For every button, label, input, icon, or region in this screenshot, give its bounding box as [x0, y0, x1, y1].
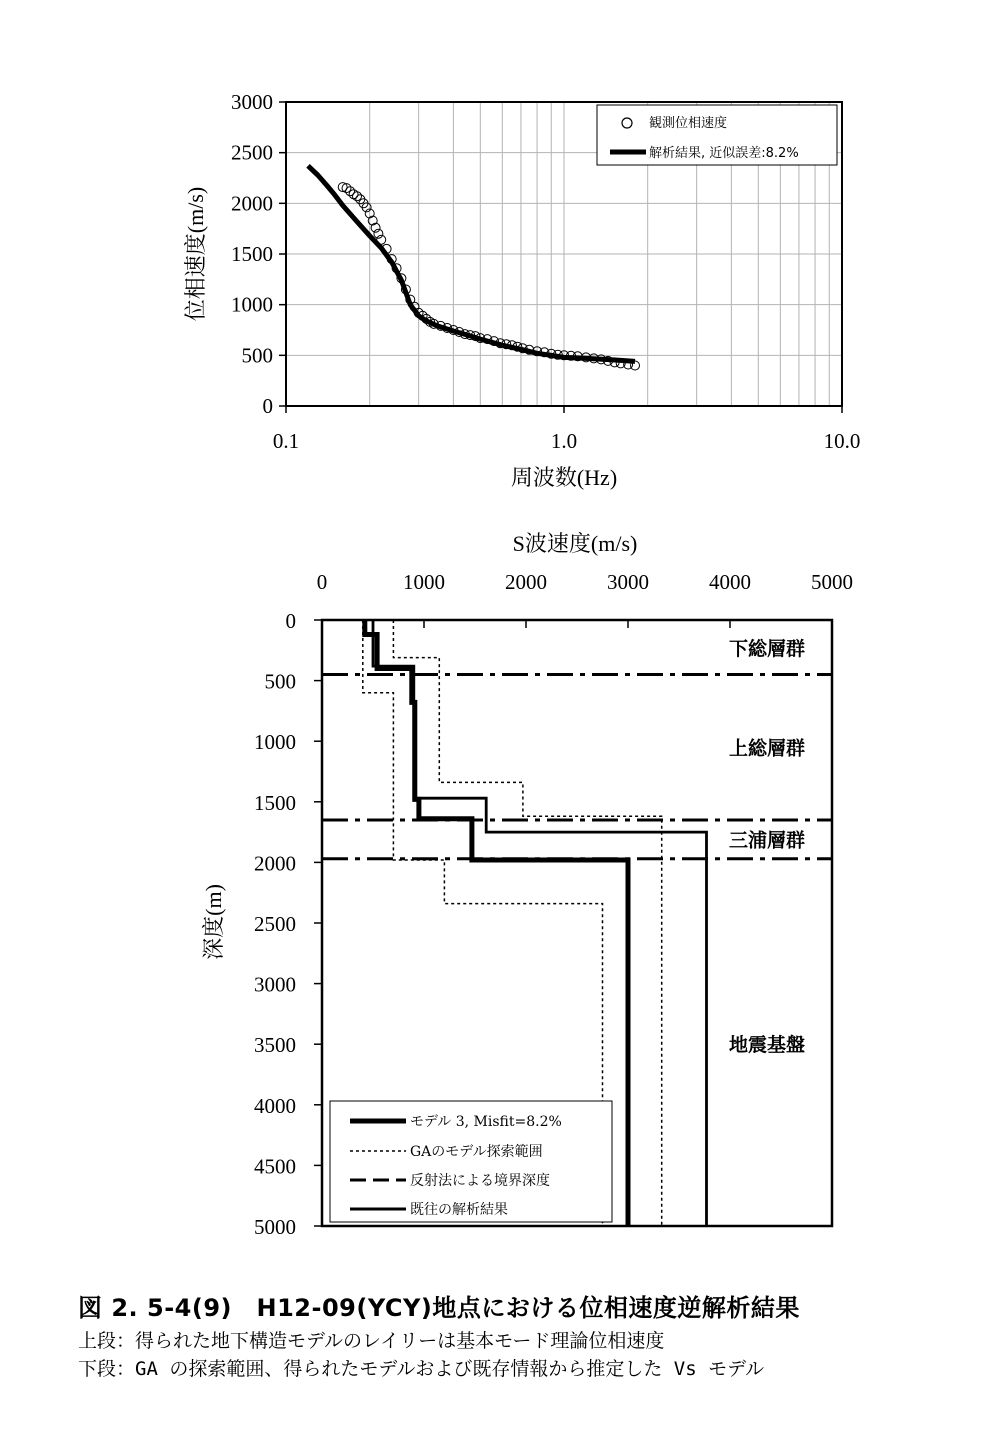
bottom-y-tick-label: 2500	[254, 912, 296, 936]
layer-label: 上総層群	[728, 737, 806, 760]
bottom-y-tick-label: 1500	[254, 790, 296, 815]
bottom-y-tick-label: 4000	[254, 1093, 296, 1118]
bottom-x-tick-label: 0	[316, 570, 328, 594]
layer-label: 地震基盤	[728, 1034, 806, 1057]
top-y-tick-label: 1500	[231, 242, 273, 266]
top-x-tick-label: 1.0	[550, 429, 578, 453]
caption-line-lower: 下段：GA の探索範囲、得られたモデルおよび既存情報から推定した Vs モデル	[78, 1358, 765, 1380]
top-legend	[597, 105, 837, 165]
bottom-x-axis-label: S波速度(m/s)	[512, 531, 638, 556]
top-x-axis-label: 周波数(Hz)	[510, 465, 618, 490]
top-x-tick-label: 10.0	[823, 429, 861, 453]
top-x-ticks	[273, 406, 861, 453]
legend-circle-marker	[622, 118, 632, 128]
bottom-x-tick-label: 1000	[403, 570, 445, 594]
bottom-y-ticks	[254, 609, 322, 1239]
bottom-legend-label-ga: GAのモデル探索範囲	[410, 1144, 543, 1160]
bottom-x-tick-label: 5000	[811, 570, 853, 594]
bottom-y-tick-label: 3500	[254, 1033, 296, 1058]
observed-point	[631, 361, 640, 370]
bottom-y-tick-label: 4500	[254, 1154, 296, 1179]
bottom-legend-label-previous: 既往の解析結果	[410, 1202, 508, 1218]
bottom-x-tick-label: 3000	[607, 570, 649, 594]
bottom-x-tick-label: 4000	[709, 570, 751, 594]
top-chart	[183, 90, 860, 490]
top-y-tick-label: 1000	[231, 292, 273, 317]
bottom-y-tick-label: 5000	[254, 1215, 296, 1239]
bottom-y-tick-label: 1000	[254, 730, 296, 755]
layer-label: 下総層群	[728, 637, 806, 660]
top-y-tick-label: 2500	[231, 140, 273, 165]
top-y-tick-label: 3000	[231, 90, 273, 114]
bottom-legend	[330, 1101, 612, 1222]
bottom-x-tick-label: 2000	[505, 570, 547, 594]
top-y-tick-label: 2000	[231, 191, 273, 216]
bottom-y-tick-label: 3000	[254, 972, 296, 997]
bottom-y-tick-label: 500	[264, 669, 296, 694]
bottom-legend-label-boundary: 反射法による境界深度	[410, 1173, 550, 1189]
top-y-tick-label: 0	[262, 394, 273, 418]
top-x-tick-label: 0.1	[272, 429, 300, 453]
top-series	[308, 166, 640, 370]
top-y-tick-label: 500	[241, 343, 273, 368]
caption-line-upper: 上段：得られた地下構造モデルのレイリーは基本モード理論位相速度	[78, 1330, 665, 1352]
caption-title: 図 2. 5-4(9) H12-09(YCY)地点における位相速度逆解析結果	[78, 1294, 800, 1322]
top-legend-label-observed: 観測位相速度	[649, 116, 728, 131]
layer-label: 三浦層群	[728, 829, 806, 852]
bottom-y-axis-label: 深度(m)	[201, 884, 226, 960]
analysis-result-line	[308, 166, 635, 362]
bottom-y-tick-label: 0	[285, 609, 296, 633]
layer-labels	[729, 637, 805, 1056]
bottom-chart	[201, 531, 853, 1239]
top-legend-label-analysis: 解析結果, 近似誤差:8.2%	[649, 146, 799, 161]
figure-caption	[78, 1288, 978, 1383]
top-y-axis-label: 位相速度(m/s)	[183, 186, 208, 322]
bottom-legend-label-model: モデル 3, Misfit=8.2%	[410, 1114, 562, 1130]
bottom-y-tick-label: 2000	[254, 851, 296, 876]
top-y-ticks	[231, 90, 286, 418]
